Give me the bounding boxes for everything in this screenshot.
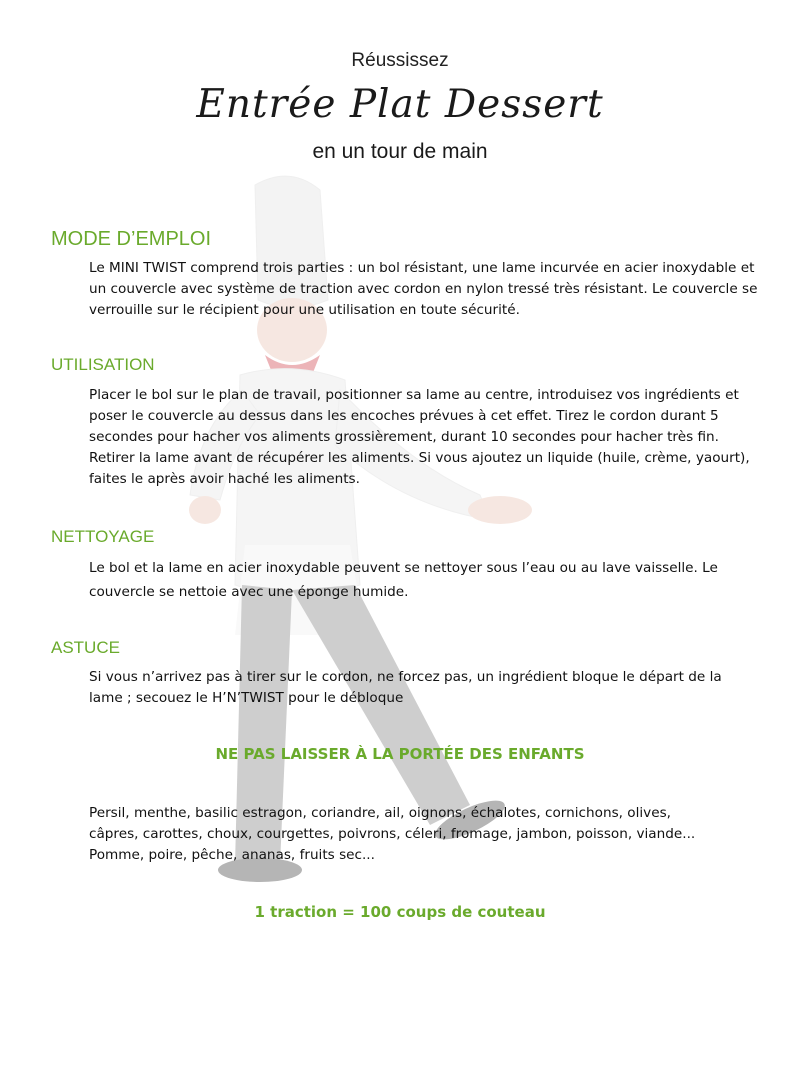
ingredients-list bbox=[89, 803, 769, 866]
paragraph-astuce: Si vous n’arrivez pas à tirer sur le cordon, ne forcez pas, un ingrédient bloque le départ de la lame ; secouez le H’N’TWIST pour le débloque bbox=[89, 669, 722, 706]
ingredients-line: Persil, menthe, basilic estragon, coriandre, ail, oignons, échalotes, cornichons, olives, bbox=[89, 805, 671, 821]
footer-tagline: 1 traction = 100 coups de couteau bbox=[254, 903, 546, 921]
heading-mode-emploi: MODE D’EMPLOI bbox=[51, 228, 212, 250]
paragraph-mode-emploi: Le MINI TWIST comprend trois parties : un bol résistant, une lame incurvée en acier inoxydable et un couvercle avec système de traction avec cordon en nylon tressé très résistant. Le couvercle se verrouille sur le récipient pour une utilisation en toute sécurité. bbox=[89, 260, 758, 318]
page-subtitle: en un tour de main bbox=[312, 140, 488, 163]
heading-nettoyage: NETTOYAGE bbox=[51, 527, 155, 546]
ingredients-line: Pomme, poire, pêche, ananas, fruits sec... bbox=[89, 847, 375, 863]
intro-text: Réussissez bbox=[351, 50, 449, 71]
heading-utilisation: UTILISATION bbox=[51, 355, 155, 374]
paragraph-nettoyage: Le bol et la lame en acier inoxydable peuvent se nettoyer sous l’eau ou au lave vaisselle. Le couvercle se nettoie avec une éponge humide. bbox=[89, 560, 718, 600]
warning-children: NE PAS LAISSER À LA PORTÉE DES ENFANTS bbox=[215, 745, 585, 763]
heading-astuce: ASTUCE bbox=[51, 638, 120, 657]
page-title: Entrée Plat Dessert bbox=[196, 82, 604, 127]
paragraph-utilisation: Placer le bol sur le plan de travail, positionner sa lame au centre, introduisez vos ingrédients et poser le couvercle au dessus dans les encoches prévues à cet effet. Tirez le cordon durant 5 secondes pour hacher vos aliments grossièrement, durant 10 secondes pour hacher très fin. Retirer la lame avant de récupérer les aliments. Si vous ajoutez un liquide (huile, crème, yaourt), faites le après avoir haché les aliments. bbox=[89, 387, 750, 487]
ingredients-line: câpres, carottes, choux, courgettes, poivrons, céleri, fromage, jambon, poisson, viande... bbox=[89, 826, 696, 842]
